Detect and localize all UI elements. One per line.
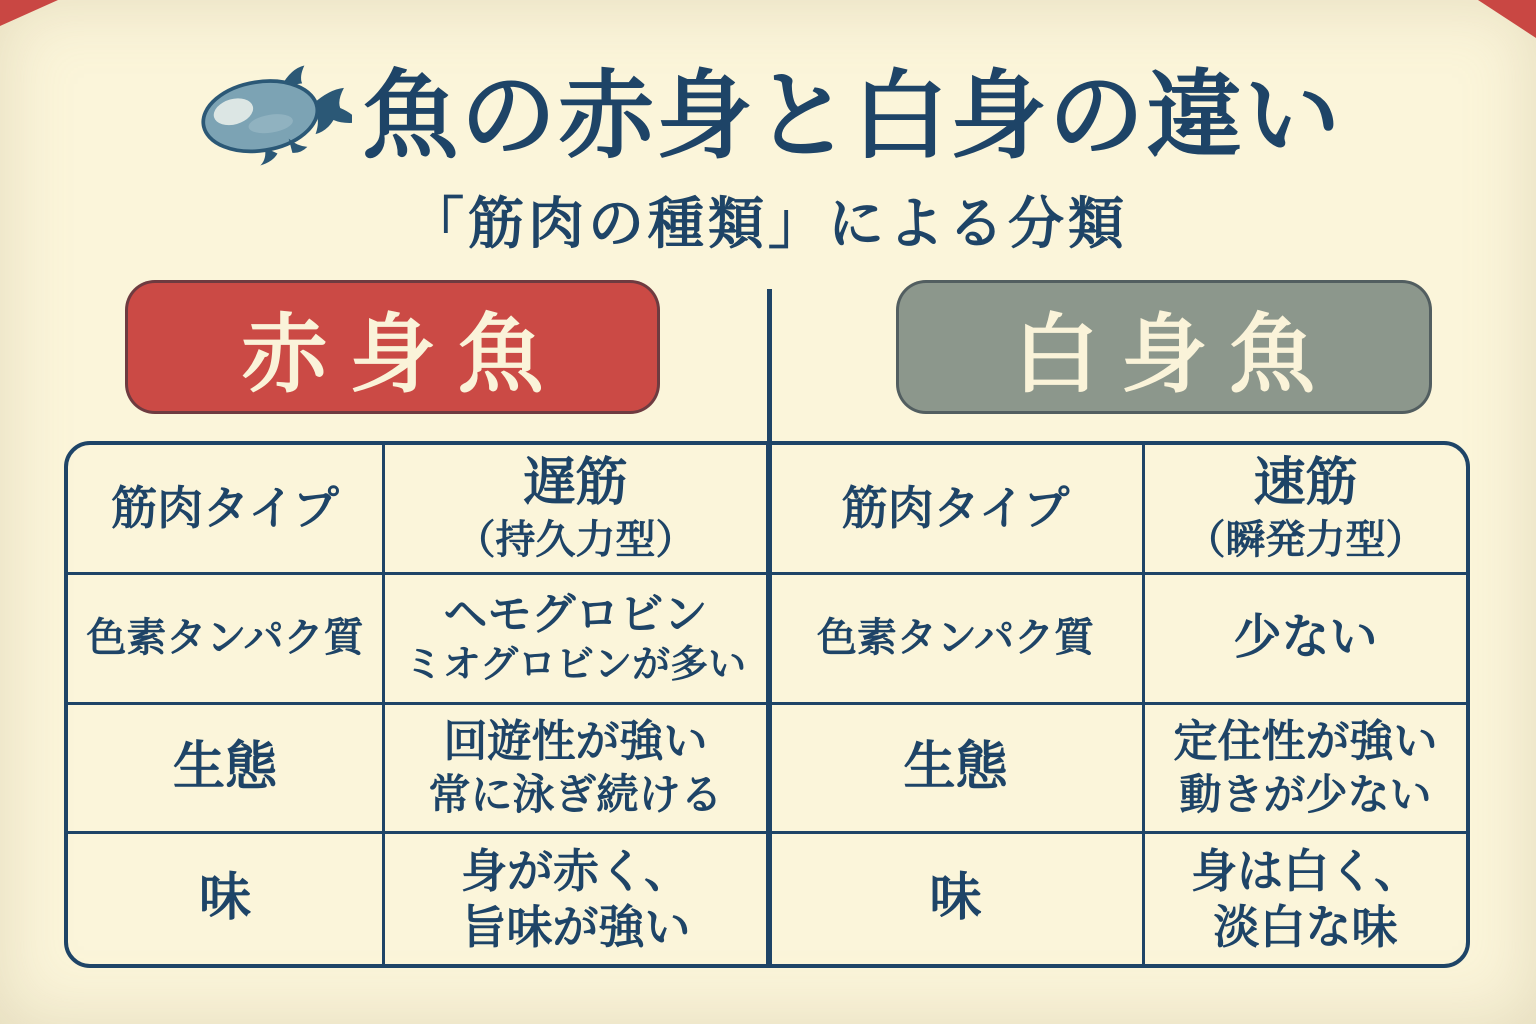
- cell-taste-value-white: 身は白く、 淡白な味: [1190, 845, 1421, 954]
- cell-muscle-type-value-white: 速筋 （瞬発力型）: [1145, 445, 1466, 575]
- cell-taste-label-red: 味: [68, 834, 385, 964]
- cell-pigment-protein-label-red: 色素タンパク質: [68, 575, 385, 705]
- cell-ecology-value-white: 定住性が強い 動きが少ない: [1145, 705, 1466, 835]
- page-subtitle: 「筋肉の種類」による分類: [408, 192, 1128, 255]
- cell-ecology-label-white: 生態: [769, 705, 1145, 835]
- corner-accent-right: [1478, 0, 1536, 38]
- cell-muscle-type-value-red: 遅筋 （持久力型）: [385, 445, 769, 575]
- cell-pigment-protein-label-white: 色素タンパク質: [769, 575, 1145, 705]
- fish-icon: [194, 55, 352, 167]
- cell-muscle-type-label-red: 筋肉タイプ: [68, 445, 385, 575]
- cell-pigment-protein-value-red: ヘモグロビン ミオグロビンが多い: [385, 575, 769, 705]
- cell-ecology-value-red: 回遊性が強い 常に泳ぎ続ける: [385, 705, 769, 835]
- header: [0, 40, 1536, 177]
- cell-pigment-protein-value-white: 少ない: [1145, 575, 1466, 705]
- cell-taste-value-red: 身が赤く、 旨味が強い: [385, 834, 769, 964]
- page-title: 魚の赤身と白身の違い: [362, 63, 1343, 170]
- comparison-table: [64, 441, 1470, 968]
- cell-muscle-type-label-white: 筋肉タイプ: [769, 445, 1145, 575]
- cell-ecology-label-red: 生態: [68, 705, 385, 835]
- corner-accent-left: [0, 0, 58, 26]
- red-fish-badge: 赤身魚: [125, 280, 660, 414]
- cell-taste-label-white: 味: [769, 834, 1145, 964]
- white-fish-badge: 白身魚: [896, 280, 1432, 414]
